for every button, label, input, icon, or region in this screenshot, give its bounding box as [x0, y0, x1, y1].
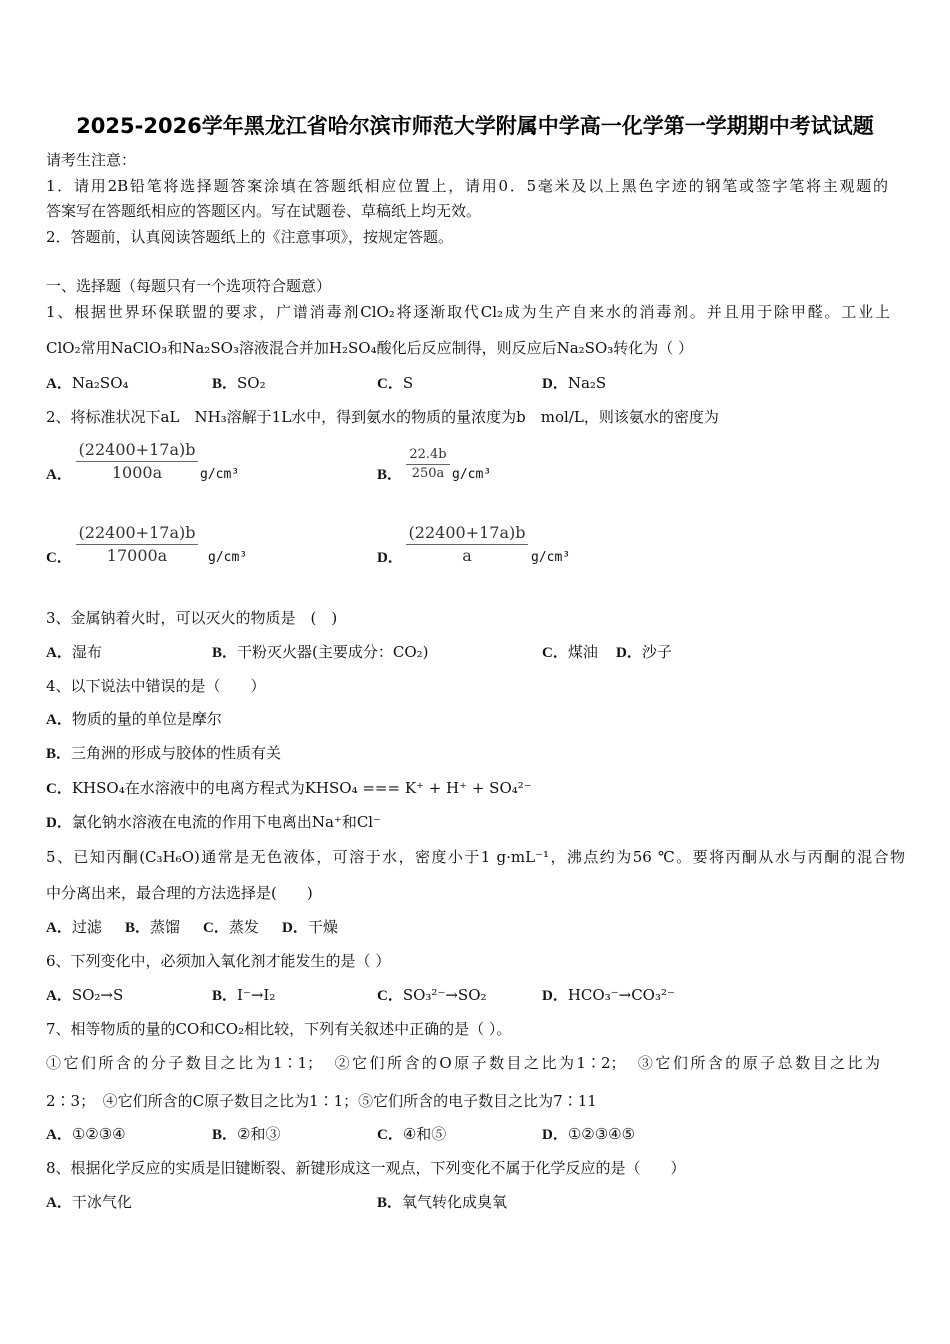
option-label: C．: [377, 988, 403, 1004]
option-label: C．: [542, 645, 568, 661]
option-text: 干冰气化: [71, 1193, 132, 1211]
section-heading: 一、选择题（每题只有一个选项符合题意）: [46, 277, 332, 295]
question-8-stem: 8、根据化学反应的实质是旧键断裂、新键形成这一观点，下列变化不属于化学反应的是（ ）: [46, 1159, 686, 1177]
option-text: 蒸馏: [150, 918, 181, 936]
option-text: ④和⑤: [402, 1125, 447, 1143]
option-text: I⁻→I₂: [237, 986, 276, 1004]
question-4-option-d: [46, 812, 381, 832]
fraction-numerator: (22400+17a)b: [406, 522, 528, 545]
option-label: A．: [46, 376, 72, 392]
question-3-option-b: [212, 642, 429, 662]
option-label: A．: [46, 1127, 72, 1143]
option-label: A．: [46, 712, 72, 728]
option-label: D．: [616, 645, 642, 661]
question-4-option-b: [46, 743, 281, 763]
notice-heading: 请考生注意：: [46, 151, 137, 169]
option-text: 物质的量的单位是摩尔: [71, 710, 222, 728]
option-label: A．: [46, 920, 72, 936]
question-3-option-c: [542, 642, 598, 662]
question-2-option-d-fraction: [406, 522, 528, 567]
question-1-option-a: [46, 373, 129, 393]
question-6-stem: 6、下列变化中，必须加入氧化剂才能发生的是（ ）: [46, 952, 391, 970]
fraction-denominator: a: [462, 546, 472, 565]
question-5-option-c: [203, 917, 259, 937]
question-2-option-c-label: C．: [46, 550, 72, 566]
option-label: B．: [125, 920, 151, 936]
question-4-option-c: [46, 778, 532, 798]
question-7-stem-line-1: 7、相等物质的量的CO和CO₂相比较，下列有关叙述中正确的是（ ）。: [46, 1020, 512, 1038]
question-1-option-d: [542, 373, 606, 393]
option-label: C．: [377, 376, 403, 392]
option-text: 氧气转化成臭氧: [402, 1193, 508, 1211]
question-3-option-a: [46, 642, 102, 662]
question-6-option-b: [212, 985, 275, 1005]
question-2-option-a-fraction: [76, 439, 198, 484]
question-5-option-b: [125, 917, 180, 937]
question-5-option-d: [282, 917, 338, 937]
notice-item-1-line-1: 1．请用2B铅笔将选择题答案涂填在答题纸相应位置上，请用0．5毫米及以上黑色字迹的钢笔或签字笔将主观题的: [46, 177, 888, 195]
question-7-option-d: [542, 1124, 635, 1144]
option-label: B．: [212, 1127, 238, 1143]
option-label: A．: [46, 645, 72, 661]
question-2-option-c-unit: g/cm³: [208, 550, 248, 565]
question-4-stem: 4、以下说法中错误的是（ ）: [46, 677, 266, 695]
option-text: KHSO₄在水溶液中的电离方程式为KHSO₄ === K⁺ + H⁺ + SO₄²⁻: [71, 779, 532, 797]
option-label: C．: [46, 781, 72, 797]
question-7-option-b: [212, 1124, 280, 1144]
option-text: 蒸发: [228, 918, 259, 936]
fraction-numerator: (22400+17a)b: [76, 522, 198, 545]
question-2-option-b-fraction: [406, 446, 450, 483]
question-1-stem-line-2: ClO₂常用NaClO₃和Na₂SO₃溶液混合并加H₂SO₄酸化后反应制得，则反应后Na₂SO₃转化为（ ）: [46, 339, 694, 357]
option-label: A．: [46, 1195, 72, 1211]
option-label: B．: [212, 988, 238, 1004]
notice-item-1-line-2: 答案写在答题纸相应的答题区内。写在试题卷、草稿纸上均无效。: [46, 202, 482, 220]
option-label: D．: [542, 1127, 568, 1143]
option-label: B．: [377, 1195, 403, 1211]
question-7-option-c: [377, 1124, 446, 1144]
question-5-option-a: [46, 917, 102, 937]
option-text: 过滤: [71, 918, 102, 936]
question-7-stem-line-3: 2∶3； ④它们所含的C原子数目之比为1∶1；⑤它们所含的电子数目之比为7∶11: [46, 1092, 597, 1110]
option-text: ②和③: [237, 1125, 281, 1143]
fraction-denominator: 250a: [411, 466, 445, 481]
question-2-option-a-label: A．: [46, 467, 72, 483]
option-label: C．: [203, 920, 229, 936]
option-text: SO₂→S: [71, 986, 124, 1004]
question-5-stem-line-1: 5、已知丙酮(C₃H₆O)通常是无色液体，可溶于水，密度小于1 g·mL⁻¹，沸点约为56 ℃。要将丙酮从水与丙酮的混合物: [46, 848, 905, 866]
question-7-option-a: [46, 1124, 126, 1144]
question-2-option-b-unit: g/cm³: [452, 467, 492, 482]
question-6-option-d: [542, 985, 675, 1005]
question-1-stem-line-1: 1、根据世界环保联盟的要求，广谱消毒剂ClO₂将逐渐取代Cl₂成为生产自来水的消毒剂。并且用于除甲醛。工业上: [46, 303, 890, 321]
notice-item-2: 2．答题前，认真阅读答题纸上的《注意事项》，按规定答题。: [46, 228, 454, 246]
option-text: 三角洲的形成与胶体的性质有关: [71, 744, 282, 762]
question-3-option-d: [616, 642, 672, 662]
option-text: S: [402, 374, 414, 392]
option-text: ①②③④: [71, 1125, 126, 1143]
option-label: B．: [46, 746, 72, 762]
question-2-option-d-unit: g/cm³: [531, 550, 571, 565]
fraction-numerator: 22.4b: [406, 446, 450, 465]
option-label: A．: [46, 988, 72, 1004]
question-7-stem-line-2: ①它们所含的分子数目之比为1∶1； ②它们所含的O原子数目之比为1∶2； ③它们所含的原子总数目之比为: [46, 1054, 880, 1072]
option-label: D．: [542, 988, 568, 1004]
question-8-option-a: [46, 1192, 132, 1212]
option-text: ①②③④⑤: [567, 1125, 636, 1143]
option-label: B．: [212, 645, 238, 661]
option-text: Na₂S: [567, 374, 607, 392]
option-text: SO₃²⁻→SO₂: [402, 986, 487, 1004]
fraction-denominator: 1000a: [111, 463, 163, 482]
question-6-option-c: [377, 985, 487, 1005]
option-text: 氯化钠水溶液在电流的作用下电离出Na⁺和Cl⁻: [71, 813, 382, 831]
option-text: 煤油: [567, 643, 598, 661]
option-label: D．: [46, 815, 72, 831]
question-3-stem: 3、金属钠着火时，可以灭火的物质是 ( ): [46, 609, 338, 627]
question-1-option-b: [212, 373, 266, 393]
question-8-option-b: [377, 1192, 507, 1212]
option-text: Na₂SO₄: [71, 374, 129, 392]
question-6-option-a: [46, 985, 123, 1005]
question-2-option-a-unit: g/cm³: [200, 467, 240, 482]
option-text: SO₂: [237, 374, 266, 392]
fraction-denominator: 17000a: [106, 546, 168, 565]
option-label: B．: [212, 376, 238, 392]
option-text: HCO₃⁻→CO₃²⁻: [567, 986, 675, 1004]
question-1-option-c: [377, 373, 413, 393]
question-4-option-a: [46, 709, 222, 729]
question-5-stem-line-2: 中分离出来，最合理的方法选择是( ): [46, 884, 313, 902]
option-text: 湿布: [71, 643, 102, 661]
option-text: 干粉灭火器(主要成分：CO₂): [237, 643, 429, 661]
question-2-option-d-label: D．: [377, 550, 403, 566]
question-2-stem: 2、将标准状况下aL NH₃溶解于1L水中，得到氨水的物质的量浓度为b mol/L，则该氨水的密度为: [46, 408, 719, 426]
fraction-numerator: (22400+17a)b: [76, 439, 198, 462]
option-label: D．: [542, 376, 568, 392]
exam-title: 2025-2026学年黑龙江省哈尔滨市师范大学附属中学高一化学第一学期期中考试试题: [76, 114, 874, 138]
option-text: 沙子: [641, 643, 672, 661]
question-2-option-c-fraction: [76, 522, 198, 567]
option-label: D．: [282, 920, 308, 936]
question-2-option-b-label: B．: [377, 467, 403, 483]
option-text: 干燥: [307, 918, 338, 936]
option-label: C．: [377, 1127, 403, 1143]
